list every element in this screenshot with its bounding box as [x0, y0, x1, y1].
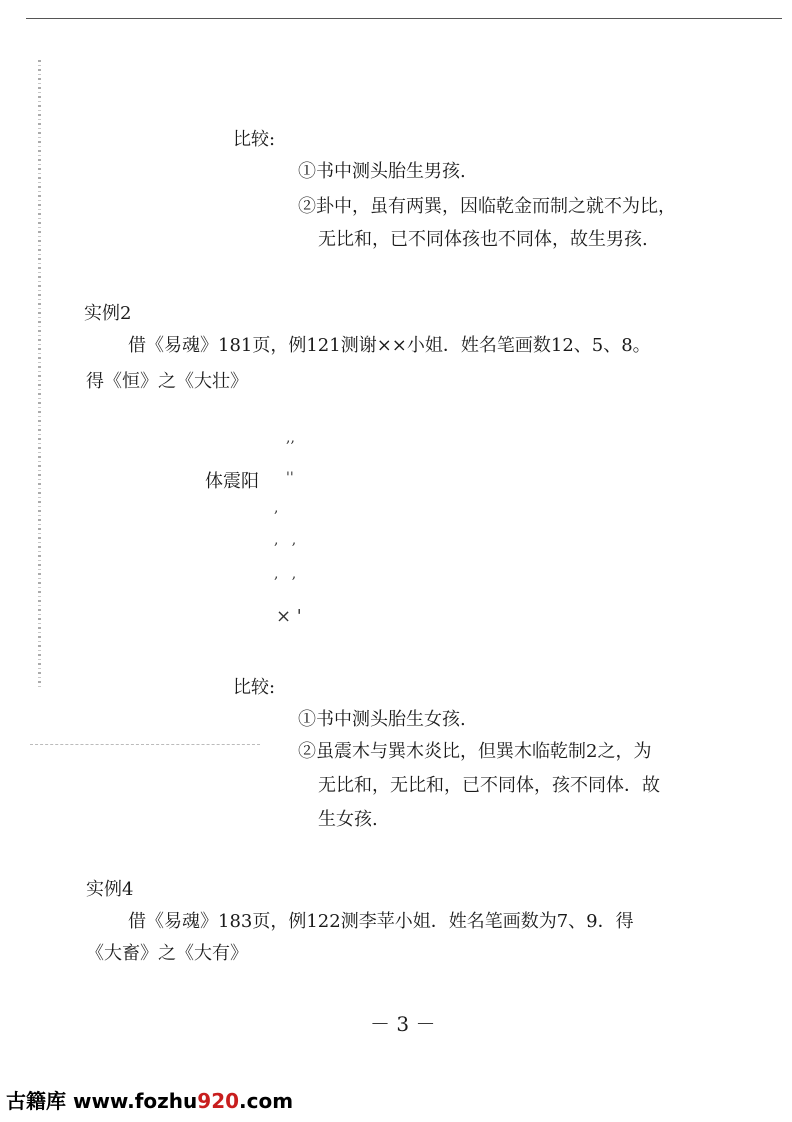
watermark-brand: 古籍库 [6, 1089, 66, 1113]
diagram-label: 体震阳 [205, 471, 259, 492]
diagram-cross-mark: × ' [276, 606, 302, 627]
compare-item-1-3: 无比和，已不同体孩也不同体，故生男孩. [318, 229, 648, 250]
site-watermark [6, 1085, 293, 1114]
diagram-mark: , , [274, 566, 297, 582]
compare-item-2-4: 生女孩. [318, 809, 378, 830]
example-4-line-2: 《大畜》之《大有》 [86, 943, 248, 964]
diagram-mark: , , [274, 532, 297, 548]
compare-item-2-1: ①书中测头胎生女孩. [298, 709, 466, 730]
compare-item-1-2: ②卦中，虽有两巽，因临乾金而制之就不为比， [298, 196, 676, 217]
compare-item-1-1: ①书中测头胎生男孩. [298, 161, 466, 182]
diagram-mark: ,, [286, 430, 295, 446]
diagram-mark: '' [286, 470, 294, 486]
compare-label-2: 比较: [233, 677, 276, 698]
page-number: － 3 － [370, 1012, 436, 1036]
top-rule [26, 18, 782, 19]
diagram-mark: , [274, 500, 279, 516]
faint-dashed-line [30, 744, 260, 745]
example-4-title: 实例4 [86, 879, 134, 900]
url-highlight: 920 [197, 1089, 240, 1113]
url-suffix: .com [239, 1089, 294, 1113]
compare-item-2-2: ②虽震木与巽木炎比，但巽木临乾制2之，为 [298, 741, 652, 762]
example-2-line-2: 得《恒》之《大壮》 [86, 371, 248, 392]
compare-item-2-3: 无比和，无比和，已不同体，孩不同体．故 [318, 775, 660, 796]
scan-edge-marks [38, 60, 41, 690]
example-4-line-1: 借《易魂》183页，例122测李苹小姐．姓名笔画数为7、9．得 [128, 911, 634, 932]
url-prefix: www.fozhu [72, 1089, 198, 1113]
example-2-line-1: 借《易魂》181页，例121测谢××小姐．姓名笔画数12、5、8。 [128, 335, 651, 356]
watermark-url[interactable] [73, 1089, 293, 1113]
compare-label-1: 比较: [233, 129, 276, 150]
example-2-title: 实例2 [84, 303, 132, 324]
